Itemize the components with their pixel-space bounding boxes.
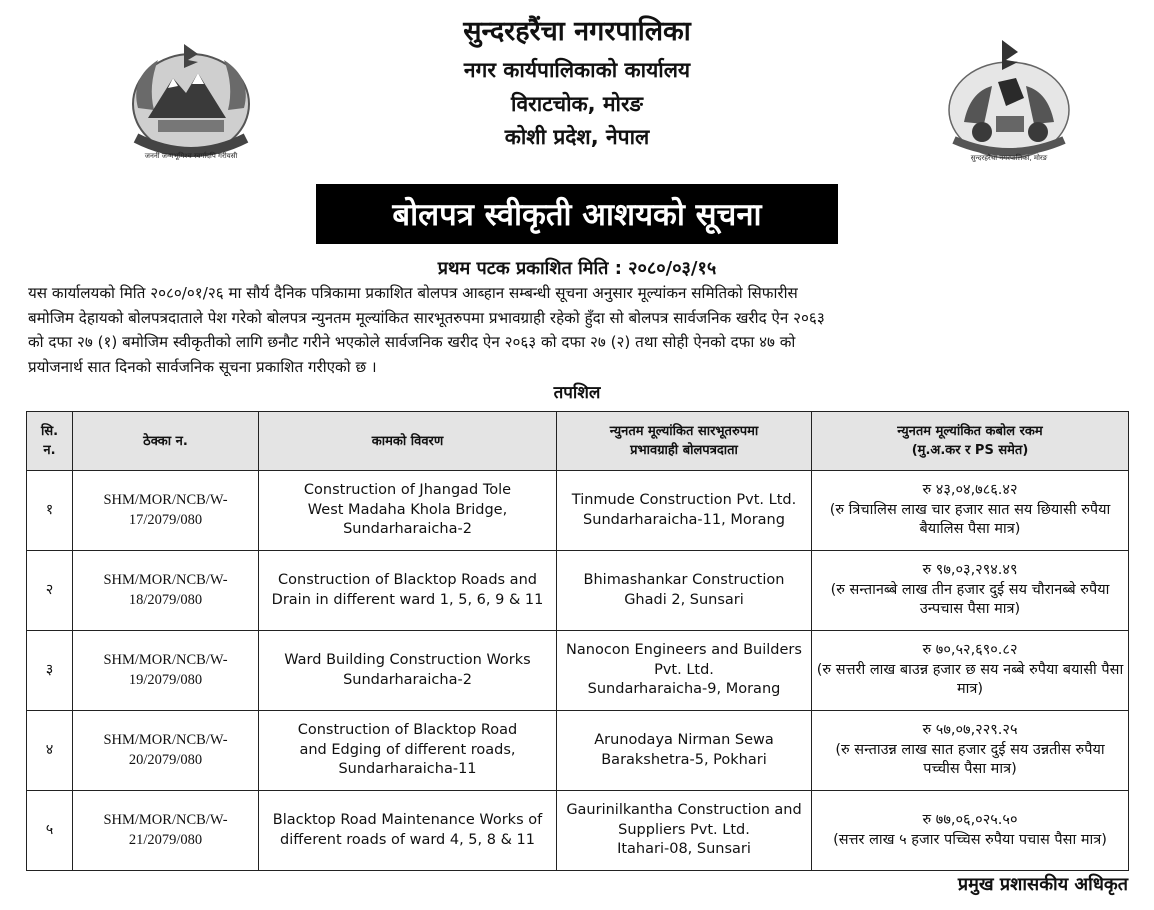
amount-words: (रु सन्ताउन्न लाख सात हजार दुई सय उन्नतीस रुपैया पच्चीस पैसा मात्र) — [835, 741, 1105, 778]
svg-text:जननी जन्मभूमिश्च स्वर्गादपि गर: जननी जन्मभूमिश्च स्वर्गादपि गरीयसी — [144, 152, 238, 160]
municipality-name: सुन्दरहरैंचा नगरपालिका — [463, 16, 691, 47]
intro-line: प्रयोजनार्थ सात दिनको सार्वजनिक सूचना प्रकाशित गरीएको छ । — [28, 357, 377, 376]
signatory-title: प्रमुख प्रशासकीय अधिकृत — [957, 874, 1128, 895]
amount-figure: रु ५७,०७,२२९.२५ — [922, 722, 1018, 739]
row-amount — [812, 711, 1129, 791]
table-header-row — [27, 412, 1129, 471]
row-contract-no: SHM/MOR/NCB/W- 20/2079/080 — [73, 711, 259, 791]
row-contract-no: SHM/MOR/NCB/W- 19/2079/080 — [73, 631, 259, 711]
row-bidder: Bhimashankar Construction Ghadi 2, Sunsari — [557, 551, 812, 631]
col-header-description: कामको विवरण — [259, 412, 557, 471]
table-row — [27, 631, 1129, 711]
notice-intro-paragraph — [28, 281, 1130, 379]
details-heading: तपशिल — [553, 383, 601, 403]
row-sn: ४ — [27, 711, 73, 791]
office-province: कोशी प्रदेश, नेपाल — [504, 124, 650, 149]
notice-title: बोलपत्र स्वीकृती आशयको सूचना — [316, 184, 838, 244]
row-amount — [812, 791, 1129, 871]
row-bidder: Tinmude Construction Pvt. Ltd. Sundarharaicha-11, Morang — [557, 471, 812, 551]
row-bidder: Arunodaya Nirman Sewa Barakshetra-5, Pokhari — [557, 711, 812, 791]
row-contract-no: SHM/MOR/NCB/W- 17/2079/080 — [73, 471, 259, 551]
row-sn: ३ — [27, 631, 73, 711]
intro-line: बमोजिम देहायको बोलपत्रदाताले पेश गरेको बोलपत्र न्युनतम मूल्यांकित सारभूतरुपमा प्रभावग्राही रहेको हुँदा सो बोलपत्र सार्वजनिक खरीद ऐन २०६३ — [28, 308, 825, 327]
table-row — [27, 551, 1129, 631]
table-row — [27, 711, 1129, 791]
published-date: प्रथम पटक प्रकाशित मिति : २०८०/०३/१५ — [437, 258, 717, 279]
col-header-amount: न्युनतम मूल्यांकित कबोल रकम (मु.अ.कर र PS समेत) — [812, 412, 1129, 471]
amount-words: (रु सत्तरी लाख बाउन्न हजार छ सय नब्बे रुपैया बयासी पैसा मात्र) — [816, 661, 1124, 698]
col-header-bidder: न्युनतम मूल्यांकित सारभूतरुपमा प्रभावग्राही बोलपत्रदाता — [557, 412, 812, 471]
amount-figure: रु ४३,०४,७८६.४२ — [922, 482, 1018, 499]
intro-line: यस कार्यालयको मिति २०८०/०१/२६ मा सौर्य दैनिक पत्रिकामा प्रकाशित बोलपत्र आब्हान सम्बन्धी सूचना अनुसार मूल्यांकन समितिको सिफारीस — [28, 284, 798, 302]
svg-text:सुन्दरहरैंचा नगरपालिका, मोरङ: सुन्दरहरैंचा नगरपालिका, मोरङ — [970, 154, 1048, 162]
amount-words: (रु सन्तानब्बे लाख तीन हजार दुई सय चौरानब्बे रुपैया उन्पचास पैसा मात्र) — [830, 581, 1110, 618]
amount-figure: रु ७०,५२,६९०.८२ — [922, 642, 1018, 659]
row-description: Construction of Jhangad Tole West Madaha Khola Bridge, Sundarharaicha-2 — [259, 471, 557, 551]
row-contract-no: SHM/MOR/NCB/W- 18/2079/080 — [73, 551, 259, 631]
tender-table — [26, 411, 1129, 871]
intro-line: को दफा २७ (१) बमोजिम स्वीकृतीको लागि छनौट गरीने भएकोले सार्वजनिक खरीद ऐन २०६३ को दफा २७ (२) तथा सोही ऐनको दफा ४७ को — [28, 333, 796, 351]
row-description: Blacktop Road Maintenance Works of different roads of ward 4, 5, 8 & 11 — [259, 791, 557, 871]
table-row — [27, 471, 1129, 551]
amount-words: (सत्तर लाख ५ हजार पच्चिस रुपैया पचास पैसा मात्र) — [833, 831, 1107, 848]
row-amount — [812, 471, 1129, 551]
row-description: Ward Building Construction Works Sundarharaicha-2 — [259, 631, 557, 711]
row-contract-no: SHM/MOR/NCB/W- 21/2079/080 — [73, 791, 259, 871]
row-amount — [812, 631, 1129, 711]
table-row — [27, 791, 1129, 871]
row-description: Construction of Blacktop Roads and Drain in different ward 1, 5, 6, 9 & 11 — [259, 551, 557, 631]
row-sn: ५ — [27, 791, 73, 871]
row-bidder: Nanocon Engineers and Builders Pvt. Ltd. Sundarharaicha-9, Morang — [557, 631, 812, 711]
amount-figure: रु ९७,०३,२९४.४९ — [922, 562, 1018, 579]
row-bidder: Gaurinilkantha Construction and Suppliers Pvt. Ltd. Itahari-08, Sunsari — [557, 791, 812, 871]
office-name: नगर कार्यपालिकाको कार्यालय — [463, 58, 691, 83]
row-amount — [812, 551, 1129, 631]
row-sn: २ — [27, 551, 73, 631]
col-header-sn: सि. न. — [27, 412, 73, 471]
col-header-contract: ठेक्का न. — [73, 412, 259, 471]
row-sn: १ — [27, 471, 73, 551]
amount-words: (रु त्रिचालिस लाख चार हजार सात सय छियासी रुपैया बैयालिस पैसा मात्र) — [829, 501, 1111, 538]
amount-figure: रु ७७,०६,०२५.५० — [922, 812, 1018, 828]
row-description: Construction of Blacktop Road and Edging of different roads, Sundarharaicha-11 — [259, 711, 557, 791]
office-header — [0, 14, 1154, 150]
office-address: विराटचोक, मोरङ — [511, 91, 643, 116]
